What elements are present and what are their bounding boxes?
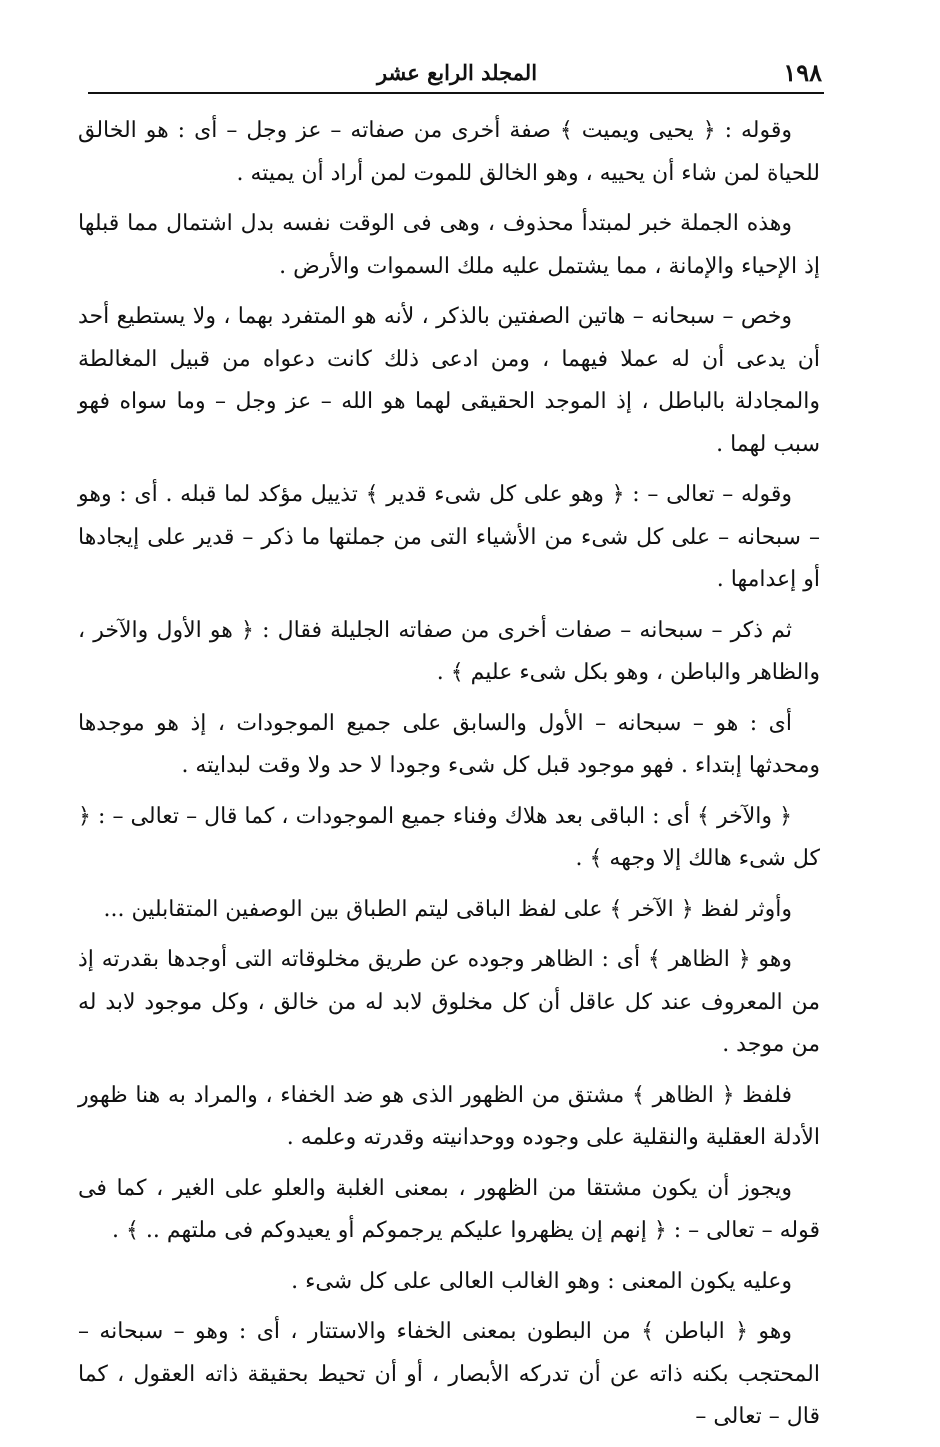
- paragraph: فلفظ ﴿ الظاهر ﴾ مشتق من الظهور الذى هو ضد الخفاء ، والمراد به هنا ظهور الأدلة العقلية والنقلية على وجوده ووحدانيته وقدرته وعلمه .: [78, 1082, 820, 1150]
- paragraph: وخص – سبحانه – هاتين الصفتين بالذكر ، لأنه هو المتفرد بهما ، ولا يستطيع أحد أن يدعى أن له عملا فيهما ، ومن ادعى ذلك كانت دعواه من قبيل المغالطة والمجادلة بالباطل ، إذ الموجد الحقيقى لهما هو الله – عز وجل – وما سواه فهو سبب لهما .: [78, 304, 820, 457]
- paragraph: وقوله : ﴿ يحيى ويميت ﴾ صفة أخرى من صفاته – عز وجل – أى : هو الخالق للحياة لمن شاء أن يحييه ، وهو الخالق للموت لمن أراد أن يميته .: [78, 118, 820, 186]
- paragraph: وقوله – تعالى – : ﴿ وهو على كل شىء قدير ﴾ تذييل مؤكد لما قبله . أى : وهو – سبحانه – على كل شىء من الأشياء التى من جملتها ما ذكر – قدير على إيجادها أو إعدامها .: [78, 482, 820, 592]
- paragraph: ويجوز أن يكون مشتقا من الظهور ، بمعنى الغلبة والعلو على الغير ، كما فى قوله – تعالى – : ﴿ إنهم إن يظهروا عليكم يرجموكم أو يعيدوكم فى ملتهم .. ﴾ .: [78, 1175, 820, 1243]
- paragraph: وهو ﴿ الباطن ﴾ من البطون بمعنى الخفاء والاستتار ، أى : وهو – سبحانه – المحتجب بكنه ذاته عن أن تدركه الأبصار ، أو أن تحيط بحقيقة ذاته العقول ، كما قال – تعالى –: [78, 1319, 820, 1429]
- paragraph: وأوثر لفظ ﴿ الآخر ﴾ على لفظ الباقى ليتم الطباق بين الوصفين المتقابلين ...: [103, 896, 792, 922]
- running-title: المجلد الرابع عشر: [376, 60, 538, 85]
- paragraph: وهو ﴿ الظاهر ﴾ أى : الظاهر وجوده عن طريق مخلوقاته التى أوجدها بقدرته إذ من المعروف عند كل عاقل أن كل مخلوق لابد له من خالق ، وكل موجود لابد له من موجد .: [78, 947, 820, 1057]
- page-number: ١٩٨: [783, 58, 822, 87]
- paragraph: وعليه يكون المعنى : وهو الغالب العالى على كل شىء .: [291, 1268, 792, 1294]
- page-header: [92, 52, 822, 92]
- paragraph: ﴿ والآخر ﴾ أى : الباقى بعد هلاك وفناء جميع الموجودات ، كما قال – تعالى – : ﴿ كل شىء هالك إلا وجهه ﴾ .: [78, 803, 820, 871]
- paragraph: أى : هو – سبحانه – الأول والسابق على جميع الموجودات ، إذ هو موجدها ومحدثها إبتداء . فهو موجود قبل كل شىء وجودا لا حد ولا وقت لبدايته .: [78, 710, 820, 778]
- paragraph: وهذه الجملة خبر لمبتدأ محذوف ، وهى فى الوقت نفسه بدل اشتمال مما قبلها إذ الإحياء والإمانة ، مما يشتمل عليه ملك السموات والأرض .: [78, 211, 820, 279]
- body-text: [78, 110, 820, 1447]
- header-rule: [88, 92, 824, 94]
- paragraph: ثم ذكر – سبحانه – صفات أخرى من صفاته الجليلة فقال : ﴿ هو الأول والآخر ، والظاهر والباطن ، وهو بكل شىء عليم ﴾ .: [78, 617, 820, 685]
